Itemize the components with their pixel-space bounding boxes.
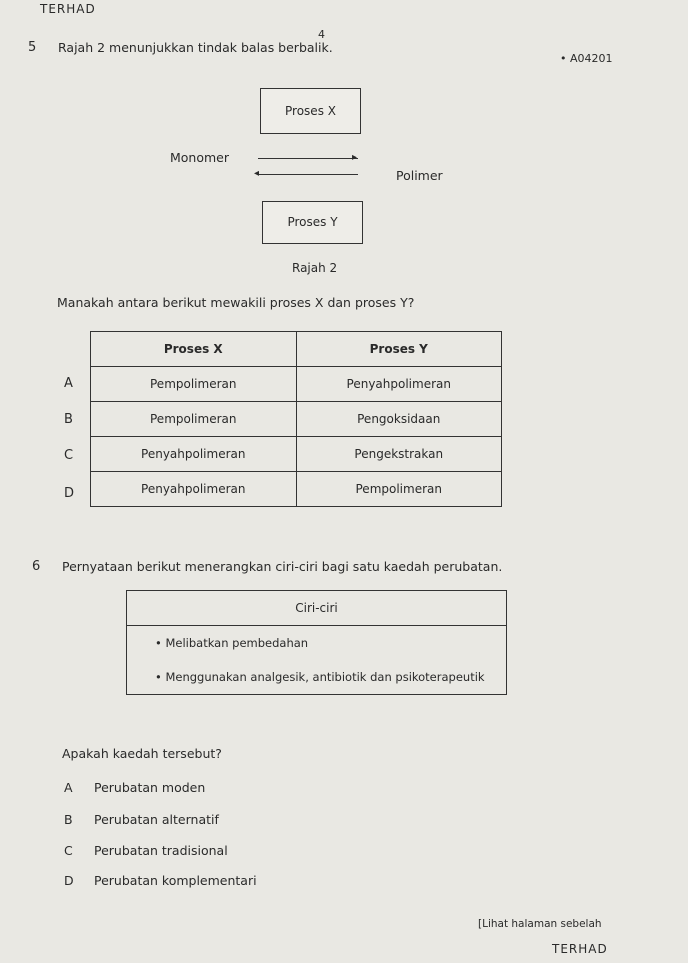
table-cell: Pempolimeran (91, 402, 297, 437)
option-text: Perubatan komplementari (94, 873, 257, 888)
table-row (91, 402, 502, 437)
option-letter: A (64, 376, 73, 391)
feature-item (127, 626, 506, 660)
paper-code: • A04201 (560, 52, 613, 65)
table-cell: Penyahpolimeran (296, 367, 502, 402)
option-letter: A (64, 780, 73, 795)
feature-text: Melibatkan pembedahan (165, 636, 309, 650)
process-x-box (260, 88, 361, 134)
answer-option (64, 780, 205, 795)
option-letter: C (64, 448, 74, 463)
answer-option (64, 812, 219, 827)
backward-arrowhead-icon: ◂ (254, 168, 260, 179)
bullet-icon: • (155, 670, 166, 684)
table-header-row (91, 332, 502, 367)
option-letter: B (64, 412, 73, 427)
q5-stem: Rajah 2 menunjukkan tindak balas berbalik. (58, 40, 333, 55)
table-row (91, 367, 502, 402)
answer-option (64, 843, 228, 858)
table-row (91, 472, 502, 507)
diagram-caption: Rajah 2 (292, 261, 338, 275)
footer-label: TERHAD (552, 942, 608, 956)
table-cell: Penyahpolimeran (91, 437, 297, 472)
table-row (91, 437, 502, 472)
table-cell: Pengekstrakan (296, 437, 502, 472)
forward-arrow (258, 158, 358, 159)
option-text: Perubatan tradisional (94, 843, 228, 858)
feature-text: Menggunakan analgesik, antibiotik dan psikoterapeutik (165, 670, 485, 684)
option-letter: B (64, 812, 73, 827)
features-box (126, 590, 507, 695)
table-cell: Pempolimeran (296, 472, 502, 507)
table-header: Proses Y (296, 332, 502, 367)
backward-arrow (258, 174, 358, 175)
q5-number: 5 (28, 40, 37, 55)
bullet-icon: • (155, 636, 166, 650)
q6-stem: Pernyataan berikut menerangkan ciri-ciri bagi satu kaedah perubatan. (62, 559, 503, 574)
footer-note: [Lihat halaman sebelah (478, 918, 602, 930)
process-y-label: Proses Y (287, 215, 338, 229)
option-letter: D (64, 486, 75, 501)
q6-number: 6 (32, 559, 41, 574)
header-label: TERHAD (40, 2, 96, 16)
q5-options-table (90, 331, 502, 507)
answer-option (64, 873, 257, 888)
q6-question: Apakah kaedah tersebut? (62, 746, 222, 761)
polymer-label: Polimer (396, 168, 443, 183)
option-letter: C (64, 843, 73, 858)
features-title: Ciri-ciri (127, 591, 506, 626)
process-y-box (262, 201, 363, 244)
page-number: 4 (318, 28, 325, 41)
table-cell: Penyahpolimeran (91, 472, 297, 507)
table-cell: Pengoksidaan (296, 402, 502, 437)
option-letter: D (64, 873, 74, 888)
table-header: Proses X (91, 332, 297, 367)
monomer-label: Monomer (170, 150, 230, 165)
forward-arrowhead-icon: ▸ (352, 152, 358, 163)
process-x-label: Proses X (285, 104, 336, 118)
feature-item (127, 660, 506, 694)
q5-question: Manakah antara berikut mewakili proses X dan proses Y? (57, 295, 415, 310)
table-cell: Pempolimeran (91, 367, 297, 402)
option-text: Perubatan alternatif (94, 812, 219, 827)
option-text: Perubatan moden (94, 780, 206, 795)
